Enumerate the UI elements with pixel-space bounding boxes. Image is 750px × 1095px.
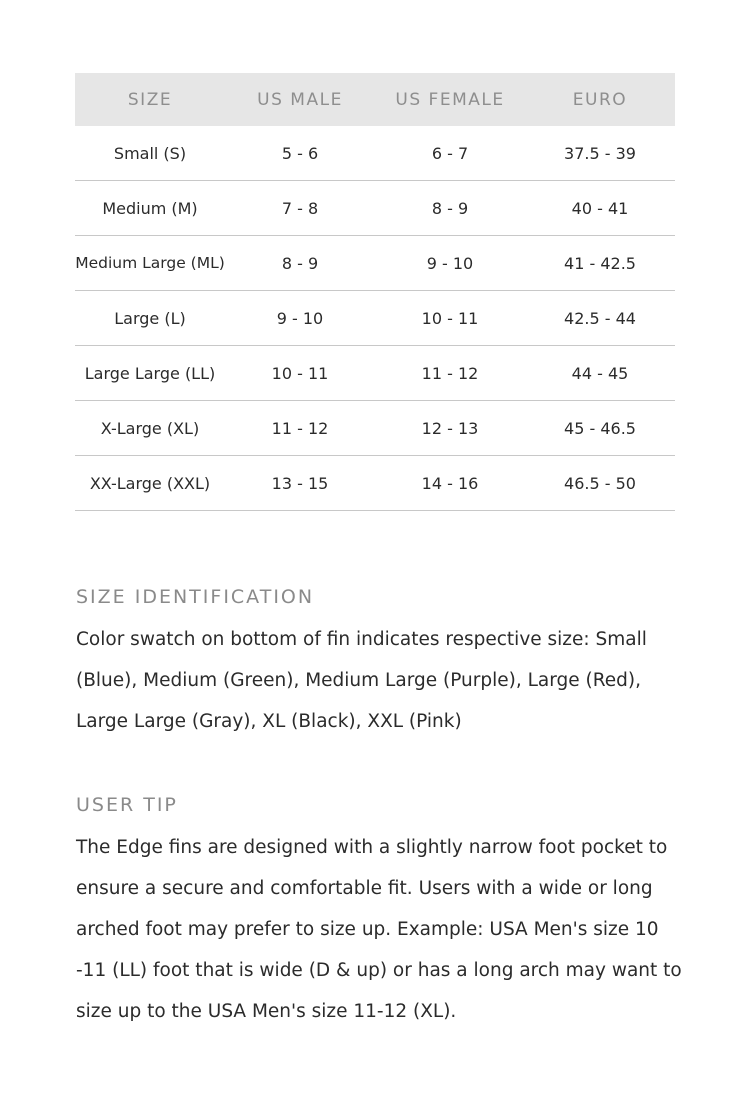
us-female-cell: 11 - 12 [375,346,525,401]
table-row [75,291,675,346]
us-female-cell: 10 - 11 [375,291,525,346]
table-row [75,456,675,511]
table-row [75,401,675,456]
header-size: SIZE [75,73,225,126]
us-female-cell: 9 - 10 [375,236,525,291]
size-identification-heading: SIZE IDENTIFICATION [76,586,315,608]
table-row [75,181,675,236]
size-chart-body [75,126,675,511]
us-male-cell: 13 - 15 [225,456,375,511]
size-chart-table [75,73,675,511]
header-us-male: US MALE [225,73,375,126]
size-cell: Large (L) [75,291,225,346]
table-row [75,346,675,401]
euro-cell: 42.5 - 44 [525,291,675,346]
euro-cell: 46.5 - 50 [525,456,675,511]
size-cell: Medium (M) [75,181,225,236]
size-identification-text: Color swatch on bottom of fin indicates respective size: Small (Blue), Medium (Green), Medium Large (Purple), Large (Red), Large Large (Gray), XL (Black), XXL (Pink) [76,629,647,732]
us-male-cell: 7 - 8 [225,181,375,236]
table-row [75,126,675,181]
size-cell: XX-Large (XXL) [75,456,225,511]
us-male-cell: 10 - 11 [225,346,375,401]
euro-cell: 44 - 45 [525,346,675,401]
us-female-cell: 6 - 7 [375,126,525,181]
size-cell: X-Large (XL) [75,401,225,456]
us-male-cell: 11 - 12 [225,401,375,456]
size-cell: Medium Large (ML) [75,236,225,291]
us-female-cell: 8 - 9 [375,181,525,236]
us-male-cell: 9 - 10 [225,291,375,346]
euro-cell: 37.5 - 39 [525,126,675,181]
user-tip-text: The Edge fins are designed with a slightly narrow foot pocket to ensure a secure and comfortable fit. Users with a wide or long arched foot may prefer to size up. Example: USA Men's size 10 -11 (LL) foot that is wide (D & up) or has a long arch may want to size up to the USA Men's size 11-12 (XL). [76,837,682,1022]
header-row [75,73,675,126]
user-tip-heading: USER TIP [76,794,178,816]
euro-cell: 41 - 42.5 [525,236,675,291]
euro-cell: 40 - 41 [525,181,675,236]
us-male-cell: 8 - 9 [225,236,375,291]
euro-cell: 45 - 46.5 [525,401,675,456]
table-row [75,236,675,291]
us-female-cell: 12 - 13 [375,401,525,456]
us-female-cell: 14 - 16 [375,456,525,511]
size-cell: Small (S) [75,126,225,181]
header-euro: EURO [525,73,675,126]
header-us-female: US FEMALE [375,73,525,126]
size-cell: Large Large (LL) [75,346,225,401]
us-male-cell: 5 - 6 [225,126,375,181]
size-chart-header [75,73,675,126]
